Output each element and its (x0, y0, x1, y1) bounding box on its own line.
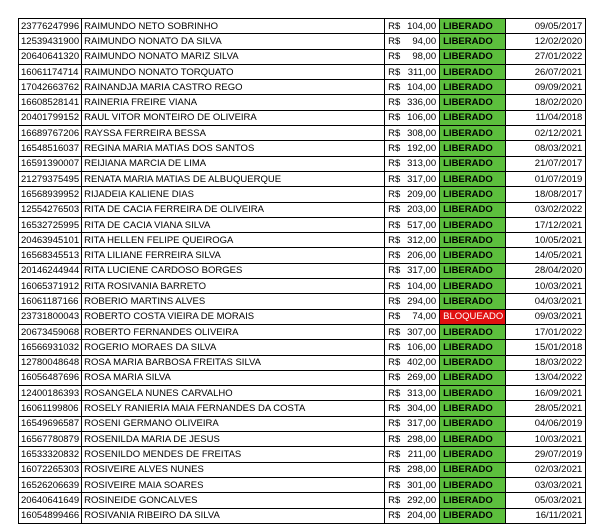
currency-cell: R$ (385, 432, 403, 447)
amount-cell: 298,00 (403, 432, 440, 447)
status-cell: LIBERADO (440, 493, 506, 508)
currency-cell: R$ (385, 309, 403, 324)
currency-cell: R$ (385, 80, 403, 95)
amount-cell: 104,00 (403, 80, 440, 95)
amount-cell: 312,00 (403, 233, 440, 248)
name-cell: ROSIVANIA RIBEIRO DA SILVA (82, 508, 385, 523)
date-cell: 17/01/2022 (506, 324, 586, 339)
amount-cell: 106,00 (403, 110, 440, 125)
status-cell: LIBERADO (440, 64, 506, 79)
amount-cell: 98,00 (403, 49, 440, 64)
table-row (19, 309, 586, 324)
amount-cell: 294,00 (403, 294, 440, 309)
amount-cell: 206,00 (403, 248, 440, 263)
name-cell: RITA DE CACIA VIANA SILVA (82, 217, 385, 232)
table-row (19, 370, 586, 385)
date-cell: 11/04/2018 (506, 110, 586, 125)
name-cell: RITA DE CACIA FERREIRA DE OLIVEIRA (82, 202, 385, 217)
date-cell: 02/03/2021 (506, 462, 586, 477)
status-cell: LIBERADO (440, 248, 506, 263)
cpf-cell: 16061199806 (19, 401, 82, 416)
status-cell: LIBERADO (440, 324, 506, 339)
date-cell: 09/05/2017 (506, 19, 586, 34)
cpf-cell: 23731800043 (19, 309, 82, 324)
name-cell: RITA LILIANE FERREIRA SILVA (82, 248, 385, 263)
date-cell: 09/09/2021 (506, 80, 586, 95)
cpf-cell: 16548516037 (19, 141, 82, 156)
status-cell: LIBERADO (440, 355, 506, 370)
status-cell: LIBERADO (440, 187, 506, 202)
name-cell: ROSANGELA NUNES CARVALHO (82, 386, 385, 401)
table-row (19, 263, 586, 278)
cpf-cell: 16568939952 (19, 187, 82, 202)
status-cell: LIBERADO (440, 34, 506, 49)
cpf-cell: 16689767206 (19, 126, 82, 141)
cpf-cell: 16056487696 (19, 370, 82, 385)
currency-cell: R$ (385, 447, 403, 462)
amount-cell: 304,00 (403, 401, 440, 416)
status-cell: LIBERADO (440, 401, 506, 416)
date-cell: 13/04/2022 (506, 370, 586, 385)
name-cell: RAINANDJA MARIA CASTRO REGO (82, 80, 385, 95)
currency-cell: R$ (385, 294, 403, 309)
status-cell: LIBERADO (440, 462, 506, 477)
currency-cell: R$ (385, 401, 403, 416)
amount-cell: 192,00 (403, 141, 440, 156)
amount-cell: 313,00 (403, 386, 440, 401)
currency-cell: R$ (385, 248, 403, 263)
table-row (19, 279, 586, 294)
name-cell: ROBERIO MARTINS ALVES (82, 294, 385, 309)
amount-cell: 292,00 (403, 493, 440, 508)
table-row (19, 355, 586, 370)
amount-cell: 211,00 (403, 447, 440, 462)
status-cell: LIBERADO (440, 171, 506, 186)
status-cell: LIBERADO (440, 294, 506, 309)
table-row (19, 386, 586, 401)
status-cell: LIBERADO (440, 110, 506, 125)
name-cell: RITA ROSIVANIA BARRETO (82, 279, 385, 294)
date-cell: 14/05/2021 (506, 248, 586, 263)
name-cell: RAIMUNDO NONATO TORQUATO (82, 64, 385, 79)
amount-cell: 298,00 (403, 462, 440, 477)
currency-cell: R$ (385, 462, 403, 477)
date-cell: 26/07/2021 (506, 64, 586, 79)
name-cell: ROBERTO FERNANDES OLIVEIRA (82, 324, 385, 339)
amount-cell: 311,00 (403, 64, 440, 79)
table-row (19, 432, 586, 447)
date-cell: 03/02/2022 (506, 202, 586, 217)
cpf-cell: 23776247996 (19, 19, 82, 34)
cpf-cell: 20463945101 (19, 233, 82, 248)
status-cell: LIBERADO (440, 126, 506, 141)
date-cell: 04/03/2021 (506, 294, 586, 309)
status-cell: LIBERADO (440, 202, 506, 217)
currency-cell: R$ (385, 171, 403, 186)
date-cell: 16/09/2021 (506, 386, 586, 401)
amount-cell: 336,00 (403, 95, 440, 110)
name-cell: ROSELY RANIERIA MAIA FERNANDES DA COSTA (82, 401, 385, 416)
name-cell: ROBERTO COSTA VIEIRA DE MORAIS (82, 309, 385, 324)
currency-cell: R$ (385, 355, 403, 370)
cpf-cell: 16567780879 (19, 432, 82, 447)
amount-cell: 402,00 (403, 355, 440, 370)
cpf-cell: 12780048648 (19, 355, 82, 370)
amount-cell: 301,00 (403, 477, 440, 492)
name-cell: RITA HELLEN FELIPE QUEIROGA (82, 233, 385, 248)
amount-cell: 317,00 (403, 263, 440, 278)
name-cell: RAIMUNDO NONATO DA SILVA (82, 34, 385, 49)
beneficiary-table (18, 18, 586, 524)
name-cell: RENATA MARIA MATIAS DE ALBUQUERQUE (82, 171, 385, 186)
currency-cell: R$ (385, 217, 403, 232)
cpf-cell: 16608528141 (19, 95, 82, 110)
name-cell: ROGERIO MORAES DA SILVA (82, 340, 385, 355)
status-cell: LIBERADO (440, 217, 506, 232)
amount-cell: 317,00 (403, 171, 440, 186)
status-cell: LIBERADO (440, 141, 506, 156)
table-row (19, 141, 586, 156)
cpf-cell: 12400186393 (19, 386, 82, 401)
date-cell: 03/03/2021 (506, 477, 586, 492)
currency-cell: R$ (385, 416, 403, 431)
name-cell: ROSA MARIA BARBOSA FREITAS SILVA (82, 355, 385, 370)
date-cell: 10/05/2021 (506, 233, 586, 248)
amount-cell: 104,00 (403, 19, 440, 34)
table-row (19, 233, 586, 248)
amount-cell: 203,00 (403, 202, 440, 217)
currency-cell: R$ (385, 324, 403, 339)
status-cell: LIBERADO (440, 263, 506, 278)
date-cell: 10/03/2021 (506, 279, 586, 294)
cpf-cell: 20640641320 (19, 49, 82, 64)
amount-cell: 308,00 (403, 126, 440, 141)
name-cell: REIJIANA MARCIA DE LIMA (82, 156, 385, 171)
currency-cell: R$ (385, 64, 403, 79)
name-cell: RAINERIA FREIRE VIANA (82, 95, 385, 110)
currency-cell: R$ (385, 386, 403, 401)
name-cell: ROSIVEIRE MAIA SOARES (82, 477, 385, 492)
status-cell: LIBERADO (440, 19, 506, 34)
amount-cell: 269,00 (403, 370, 440, 385)
date-cell: 29/07/2019 (506, 447, 586, 462)
table-row (19, 447, 586, 462)
table-row (19, 80, 586, 95)
status-cell: LIBERADO (440, 233, 506, 248)
table-row (19, 95, 586, 110)
date-cell: 28/04/2020 (506, 263, 586, 278)
table-row (19, 401, 586, 416)
currency-cell: R$ (385, 19, 403, 34)
amount-cell: 104,00 (403, 279, 440, 294)
status-cell: LIBERADO (440, 340, 506, 355)
table-row (19, 462, 586, 477)
status-cell: LIBERADO (440, 416, 506, 431)
date-cell: 16/11/2021 (506, 508, 586, 523)
status-cell: LIBERADO (440, 508, 506, 523)
date-cell: 17/12/2021 (506, 217, 586, 232)
amount-cell: 74,00 (403, 309, 440, 324)
cpf-cell: 16065371912 (19, 279, 82, 294)
status-cell: LIBERADO (440, 95, 506, 110)
cpf-cell: 16533320832 (19, 447, 82, 462)
date-cell: 01/07/2019 (506, 171, 586, 186)
cpf-cell: 16549696587 (19, 416, 82, 431)
table-row (19, 202, 586, 217)
amount-cell: 307,00 (403, 324, 440, 339)
cpf-cell: 16526206639 (19, 477, 82, 492)
date-cell: 21/07/2017 (506, 156, 586, 171)
cpf-cell: 16072265303 (19, 462, 82, 477)
status-cell: LIBERADO (440, 80, 506, 95)
status-cell: LIBERADO (440, 156, 506, 171)
date-cell: 05/03/2021 (506, 493, 586, 508)
name-cell: RITA LUCIENE CARDOSO BORGES (82, 263, 385, 278)
table-row (19, 477, 586, 492)
date-cell: 10/03/2021 (506, 432, 586, 447)
currency-cell: R$ (385, 34, 403, 49)
table-row (19, 493, 586, 508)
table-row (19, 171, 586, 186)
date-cell: 12/02/2020 (506, 34, 586, 49)
name-cell: RAUL VITOR MONTEIRO DE OLIVEIRA (82, 110, 385, 125)
currency-cell: R$ (385, 141, 403, 156)
cpf-cell: 20146244944 (19, 263, 82, 278)
name-cell: ROSA MARIA SILVA (82, 370, 385, 385)
status-cell: LIBERADO (440, 447, 506, 462)
currency-cell: R$ (385, 508, 403, 523)
cpf-cell: 16532725995 (19, 217, 82, 232)
date-cell: 02/12/2021 (506, 126, 586, 141)
currency-cell: R$ (385, 279, 403, 294)
table-row (19, 34, 586, 49)
date-cell: 08/03/2021 (506, 141, 586, 156)
date-cell: 28/05/2021 (506, 401, 586, 416)
cpf-cell: 17042663762 (19, 80, 82, 95)
date-cell: 09/03/2021 (506, 309, 586, 324)
status-cell: LIBERADO (440, 279, 506, 294)
cpf-cell: 16061187166 (19, 294, 82, 309)
cpf-cell: 16591390007 (19, 156, 82, 171)
table-row (19, 294, 586, 309)
status-cell: LIBERADO (440, 370, 506, 385)
table-row (19, 64, 586, 79)
date-cell: 04/06/2019 (506, 416, 586, 431)
currency-cell: R$ (385, 493, 403, 508)
date-cell: 18/08/2017 (506, 187, 586, 202)
status-cell: LIBERADO (440, 432, 506, 447)
table-row (19, 19, 586, 34)
currency-cell: R$ (385, 156, 403, 171)
name-cell: REGINA MARIA MATIAS DOS SANTOS (82, 141, 385, 156)
table-row (19, 416, 586, 431)
status-cell: LIBERADO (440, 477, 506, 492)
amount-cell: 209,00 (403, 187, 440, 202)
name-cell: ROSENI GERMANO OLIVEIRA (82, 416, 385, 431)
currency-cell: R$ (385, 202, 403, 217)
date-cell: 18/03/2022 (506, 355, 586, 370)
table-row (19, 340, 586, 355)
amount-cell: 313,00 (403, 156, 440, 171)
name-cell: ROSIVEIRE ALVES NUNES (82, 462, 385, 477)
table-row (19, 217, 586, 232)
table-row (19, 187, 586, 202)
currency-cell: R$ (385, 370, 403, 385)
date-cell: 27/01/2022 (506, 49, 586, 64)
currency-cell: R$ (385, 233, 403, 248)
currency-cell: R$ (385, 263, 403, 278)
date-cell: 15/01/2018 (506, 340, 586, 355)
currency-cell: R$ (385, 49, 403, 64)
currency-cell: R$ (385, 340, 403, 355)
amount-cell: 204,00 (403, 508, 440, 523)
date-cell: 18/02/2020 (506, 95, 586, 110)
name-cell: RAIMUNDO NETO SOBRINHO (82, 19, 385, 34)
status-cell: LIBERADO (440, 386, 506, 401)
status-cell: LIBERADO (440, 49, 506, 64)
table-row (19, 508, 586, 523)
cpf-cell: 12539431900 (19, 34, 82, 49)
name-cell: RIJADEIA KALIENE DIAS (82, 187, 385, 202)
currency-cell: R$ (385, 187, 403, 202)
name-cell: ROSENILDO MENDES DE FREITAS (82, 447, 385, 462)
table-row (19, 248, 586, 263)
currency-cell: R$ (385, 110, 403, 125)
amount-cell: 94,00 (403, 34, 440, 49)
amount-cell: 517,00 (403, 217, 440, 232)
cpf-cell: 16061174714 (19, 64, 82, 79)
table-body (19, 19, 586, 524)
table-row (19, 49, 586, 64)
amount-cell: 106,00 (403, 340, 440, 355)
cpf-cell: 20673459068 (19, 324, 82, 339)
amount-cell: 317,00 (403, 416, 440, 431)
cpf-cell: 20640641649 (19, 493, 82, 508)
name-cell: RAIMUNDO NONATO MARIZ SILVA (82, 49, 385, 64)
currency-cell: R$ (385, 126, 403, 141)
table-row (19, 126, 586, 141)
cpf-cell: 16568345513 (19, 248, 82, 263)
currency-cell: R$ (385, 477, 403, 492)
name-cell: ROSENILDA MARIA DE JESUS (82, 432, 385, 447)
cpf-cell: 16054899466 (19, 508, 82, 523)
name-cell: RAYSSA FERREIRA BESSA (82, 126, 385, 141)
cpf-cell: 21279375495 (19, 171, 82, 186)
table-row (19, 324, 586, 339)
currency-cell: R$ (385, 95, 403, 110)
cpf-cell: 12554276503 (19, 202, 82, 217)
status-cell: BLOQUEADO (440, 309, 506, 324)
cpf-cell: 16566931032 (19, 340, 82, 355)
table-row (19, 110, 586, 125)
cpf-cell: 20401799152 (19, 110, 82, 125)
table-row (19, 156, 586, 171)
name-cell: ROSINEIDE GONCALVES (82, 493, 385, 508)
